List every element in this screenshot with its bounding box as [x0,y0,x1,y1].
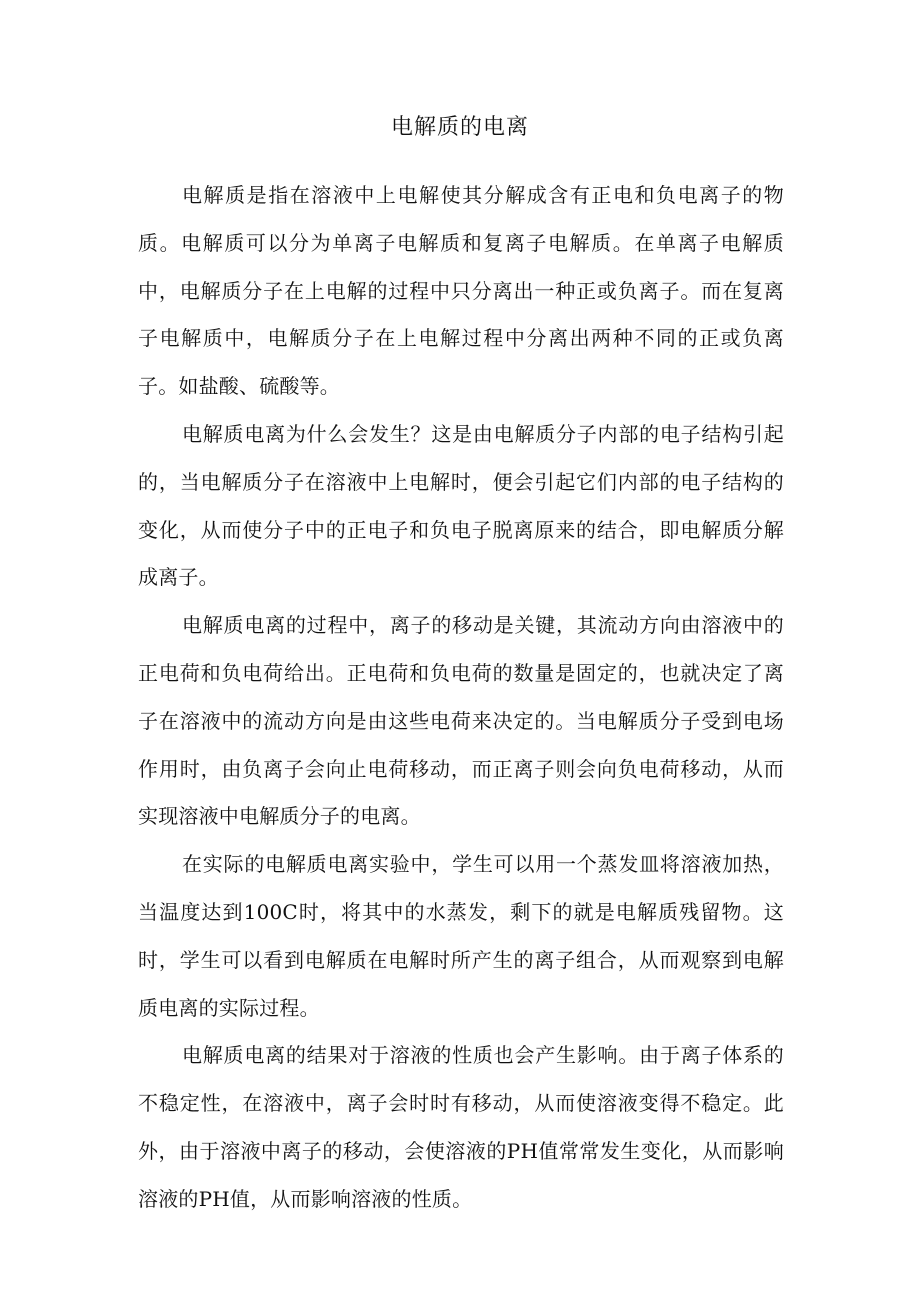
paragraph-1: 电解质是指在溶液中上电解使其分解成含有正电和负电离子的物质。电解质可以分为单离子电解质和复离子电解质。在单离子电解质中，电解质分子在上电解的过程中只分离出一种正或负离子。而在复离子电解质中，电解质分子在上电解过程中分离出两种不同的正或负离子。如盐酸、硫酸等。 [138,183,784,399]
document-body [138,172,784,1224]
document-title: 电解质的电离 [390,115,529,140]
paragraph-4: 在实际的电解质电离实验中，学生可以用一个蒸发皿将溶液加热，当温度达到100C时，将其中的水蒸发，剩下的就是电解质残留物。这时，学生可以看到电解质在电解时所产生的离子组合，从而观察到电解质电离的实际过程。 [138,852,784,1020]
paragraph-2: 电解质电离为什么会发生？这是由电解质分子内部的电子结构引起的，当电解质分子在溶液中上电解时，便会引起它们内部的电子结构的变化，从而使分子中的正电子和负电子脱离原来的结合，即电解质分解成离子。 [138,421,784,590]
paragraph-5: 电解质电离的结果对于溶液的性质也会产生影响。由于离子体系的不稳定性，在溶液中，离子会时时有移动，从而使溶液变得不稳定。此外，由于溶液中离子的移动，会使溶液的PH值常常发生变化，从而影响溶液的PH值，从而影响溶液的性质。 [138,1043,784,1211]
paragraph-3: 电解质电离的过程中，离子的移动是关键，其流动方向由溶液中的正电荷和负电荷给出。正电荷和负电荷的数量是固定的，也就决定了离子在溶液中的流动方向是由这些电荷来决定的。当电解质分子受到电场作用时，由负离子会向止电荷移动，而正离子则会向负电荷移动，从而实现溶液中电解质分子的电离。 [138,613,784,829]
